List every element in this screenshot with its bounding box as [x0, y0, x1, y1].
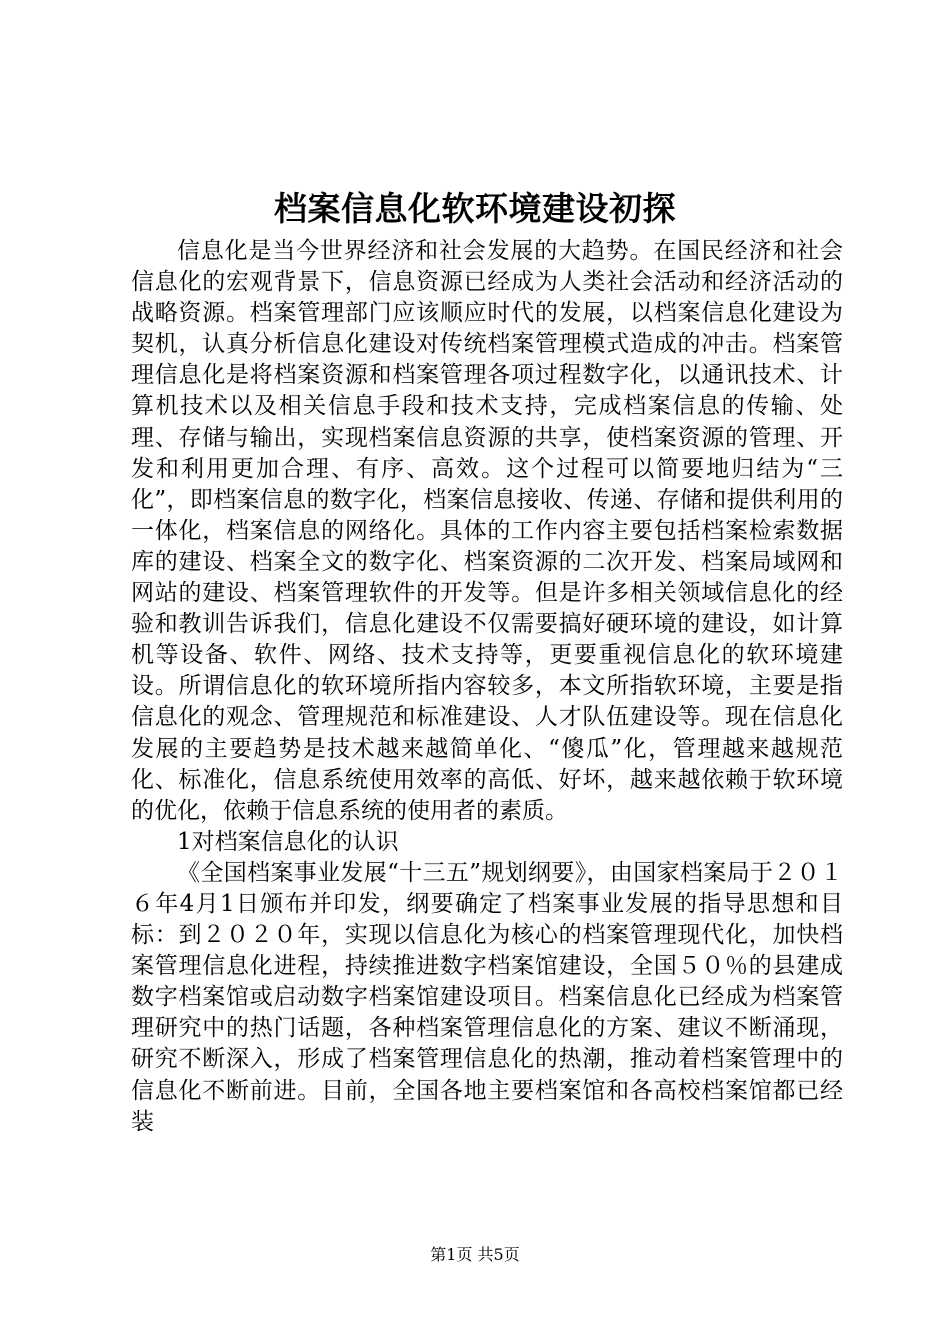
body-paragraph-2: 《全国档案事业发展“十三五”规划纲要》，由国家档案局于２０１６年4月1日颁布并印发，纲要确定了档案事业发展的指导思想和目标：到２０２０年，实现以信息化为核心的档案管理现代化，加快档案管理信息化进程，持续推进数字档案馆建设，全国５０％的县建成数字档案馆或启动数字档案馆建设项目。档案信息化已经成为档案管理研究中的热门话题，各种档案管理信息化的方案、建议不断涌现，研究不断深入，形成了档案管理信息化的热潮，推动着档案管理中的信息化不断前进。目前，全国各地主要档案馆和各高校档案馆都已经装: [131, 859, 843, 1135]
document-title: 档案信息化软环境建设初探: [274, 189, 676, 228]
page-number-footer: 第1页 共5页: [430, 1245, 520, 1264]
document-body: [131, 236, 843, 1138]
section-heading-1: 1对档案信息化的认识: [177, 828, 399, 855]
body-paragraph-1: 信息化是当今世界经济和社会发展的大趋势。在国民经济和社会信息化的宏观背景下，信息资源已经成为人类社会活动和经济活动的战略资源。档案管理部门应该顺应时代的发展，以档案信息化建设为契机，认真分析信息化建设对传统档案管理模式造成的冲击。档案管理信息化是将档案资源和档案管理各项过程数字化，以通讯技术、计算机技术以及相关信息手段和技术支持，完成档案信息的传输、处理、存储与输出，实现档案信息资源的共享，使档案资源的管理、开发和利用更加合理、有序、高效。这个过程可以简要地归结为“三化”，即档案信息的数字化，档案信息接收、传递、存储和提供利用的一体化，档案信息的网络化。具体的工作内容主要包括档案检索数据库的建设、档案全文的数字化、档案资源的二次开发、档案局域网和网站的建设、档案管理软件的开发等。但是许多相关领域信息化的经验和教训告诉我们，信息化建设不仅需要搞好硬环境的建设，如计算机等设备、软件、网络、技术支持等，更要重视信息化的软环境建设。所谓信息化的软环境所指内容较多，本文所指软环境，主要是指信息化的观念、管理规范和标准建设、人才队伍建设等。现在信息化发展的主要趋势是技术越来越简单化、“傻瓜”化，管理越来越规范化、标准化，信息系统使用效率的高低、好坏，越来越依赖于软环境的优化，依赖于信息系统的使用者的素质。: [131, 238, 843, 824]
